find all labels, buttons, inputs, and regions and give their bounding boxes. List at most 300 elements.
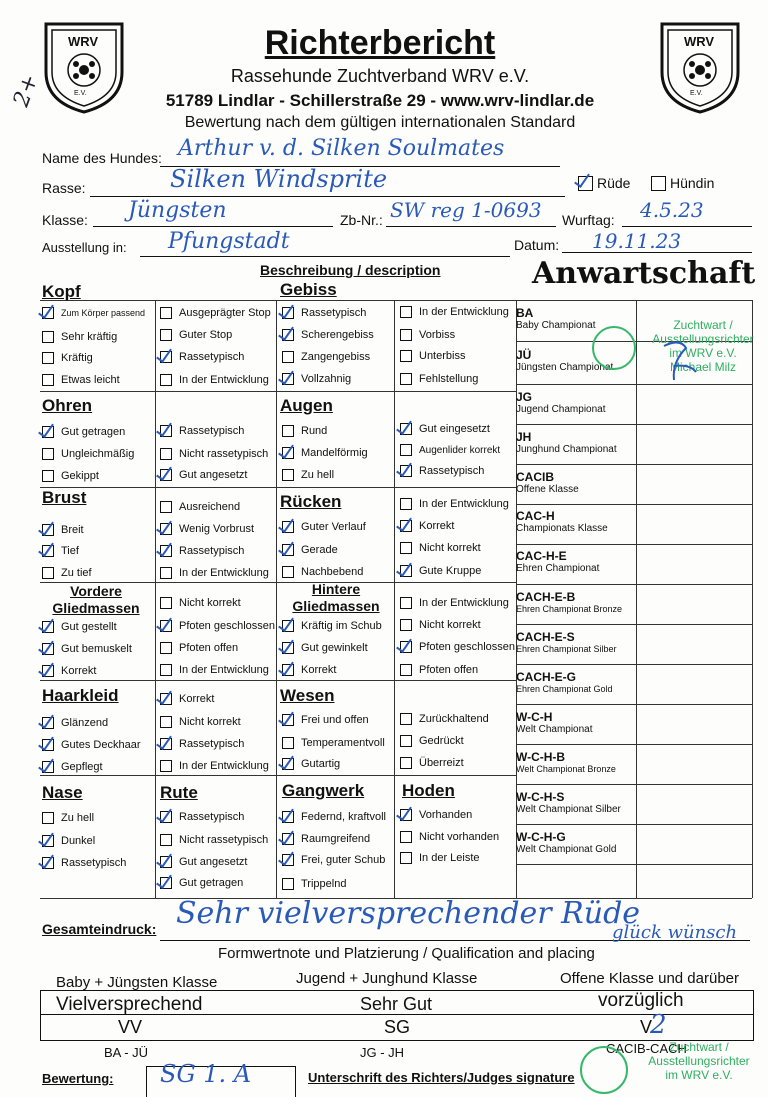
- checkbox[interactable]: [160, 642, 172, 654]
- checkbox[interactable]: [400, 373, 412, 385]
- checkbox[interactable]: [42, 545, 54, 557]
- item-label: Etwas leicht: [61, 374, 120, 386]
- checkbox[interactable]: [282, 521, 294, 533]
- checkbox-item[interactable]: [400, 831, 499, 843]
- item-label: Zu hell: [301, 469, 335, 481]
- checkbox[interactable]: [282, 811, 294, 823]
- checkbox[interactable]: [42, 352, 54, 364]
- rasse-value[interactable]: Silken Windsprite: [170, 165, 388, 193]
- item-label: Ausreichend: [179, 501, 241, 513]
- checkbox-item[interactable]: [400, 619, 481, 631]
- item-label: Gut getragen: [61, 426, 126, 438]
- item-label: Nicht korrekt: [179, 597, 241, 609]
- checkbox-item[interactable]: [282, 425, 327, 437]
- item-label: Vollzahnig: [301, 373, 352, 385]
- checkbox[interactable]: [282, 544, 294, 556]
- checkbox-item[interactable]: [400, 329, 455, 341]
- page-title: Richterbericht: [264, 24, 496, 62]
- title-name: Junghund Championat: [516, 444, 617, 455]
- grade-col1-text: Vielversprechend: [56, 994, 203, 1015]
- checkbox-item[interactable]: [160, 642, 238, 654]
- checkbox-item[interactable]: [42, 524, 84, 536]
- checkbox[interactable]: [42, 761, 54, 773]
- checkbox[interactable]: [160, 307, 172, 319]
- checkbox[interactable]: [42, 665, 54, 677]
- checkbox-item[interactable]: [400, 306, 509, 318]
- grade-col3-text: vorzüglich: [598, 990, 684, 1011]
- checkbox[interactable]: [160, 693, 172, 705]
- checkbox-item[interactable]: [282, 351, 370, 363]
- checkbox[interactable]: [160, 877, 172, 889]
- item-label: Wenig Vorbrust: [179, 523, 255, 535]
- checkbox[interactable]: [400, 306, 412, 318]
- title-cell: [516, 430, 636, 455]
- checkbox[interactable]: [160, 597, 172, 609]
- checkbox[interactable]: [42, 307, 54, 319]
- checkbox-item[interactable]: [400, 641, 515, 653]
- checkbox-item[interactable]: [160, 469, 248, 481]
- item-label: Gut bemuskelt: [61, 643, 132, 655]
- checkbox[interactable]: [42, 739, 54, 751]
- item-label: Dunkel: [61, 835, 96, 847]
- grade-col2-abbr: SG: [384, 1017, 411, 1037]
- checkbox[interactable]: [282, 642, 294, 654]
- checkbox-item[interactable]: [282, 447, 368, 459]
- section-brust: Brust: [42, 488, 87, 507]
- checkbox-item[interactable]: [42, 739, 140, 751]
- checkbox[interactable]: [42, 621, 54, 633]
- section-vordere: Vordere Gliedmassen: [52, 583, 140, 616]
- judge-stamp-seal-lower: [580, 1046, 628, 1094]
- checkbox-item[interactable]: [42, 374, 120, 386]
- checkbox[interactable]: [400, 713, 412, 725]
- item-label: Nicht korrekt: [419, 542, 481, 554]
- checkbox-item[interactable]: [282, 469, 334, 481]
- item-label: Überreizt: [419, 757, 464, 769]
- checkbox[interactable]: [400, 329, 412, 341]
- title-name: Offene Klasse: [516, 484, 579, 495]
- checkbox[interactable]: [400, 809, 412, 821]
- checkbox-item[interactable]: [282, 833, 370, 845]
- item-label: Vorhanden: [419, 809, 473, 821]
- checkbox[interactable]: [160, 856, 172, 868]
- checkbox[interactable]: [400, 423, 412, 435]
- item-label: Korrekt: [301, 664, 337, 676]
- item-label: Gut eingesetzt: [419, 423, 490, 435]
- checkbox-item[interactable]: [282, 664, 336, 676]
- checkbox[interactable]: [42, 374, 54, 386]
- item-label: Nicht rassetypisch: [179, 448, 269, 460]
- checkbox[interactable]: [42, 448, 54, 460]
- checkbox-item[interactable]: [42, 621, 117, 633]
- logo-text-top: WRV: [68, 34, 99, 49]
- checkbox[interactable]: [400, 542, 412, 554]
- description-title: Beschreibung / description: [260, 262, 441, 278]
- wrv-logo-left: [40, 18, 128, 114]
- checkbox[interactable]: [282, 758, 294, 770]
- checkbox[interactable]: [42, 835, 54, 847]
- checkbox-item[interactable]: [42, 665, 96, 677]
- checkbox-item[interactable]: [400, 373, 478, 385]
- formwert-label: Formwertnote und Platzierung / Qualification and placing: [218, 945, 595, 962]
- item-label: Rassetypisch: [419, 465, 485, 477]
- grade-col1-abbr: VV: [118, 1017, 143, 1037]
- checkbox-item[interactable]: [160, 351, 244, 363]
- checkbox-item[interactable]: [42, 331, 117, 343]
- checkbox[interactable]: [282, 714, 294, 726]
- checkbox[interactable]: [400, 498, 412, 510]
- checkbox-item[interactable]: [282, 373, 351, 385]
- wurftag-value[interactable]: 4.5.23: [640, 198, 704, 222]
- title-code: CACIB: [516, 470, 554, 484]
- section-augen: Augen: [280, 396, 333, 415]
- checkbox-item[interactable]: [160, 307, 271, 319]
- checkbox-item[interactable]: [160, 501, 240, 513]
- logo-text-top: WRV: [684, 34, 715, 49]
- title-code: JÜ: [516, 348, 532, 362]
- checkbox-item[interactable]: [282, 642, 368, 654]
- checkbox-item[interactable]: [42, 857, 126, 869]
- name-value[interactable]: Arthur v. d. Silken Soulmates: [178, 136, 505, 161]
- grade-col2-text: Sehr Gut: [360, 994, 433, 1014]
- checkbox-item[interactable]: [160, 760, 269, 772]
- checkbox[interactable]: [282, 664, 294, 676]
- checkbox-item[interactable]: [160, 448, 268, 460]
- signature-label: Unterschrift des Richters/Judges signature: [308, 1070, 575, 1085]
- checkbox-item[interactable]: [400, 735, 464, 747]
- checkbox[interactable]: [42, 567, 54, 579]
- datum-value[interactable]: 19.11.23: [592, 229, 682, 253]
- checkbox-item[interactable]: [282, 714, 369, 726]
- item-label: Frei, guter Schub: [301, 854, 386, 866]
- title-code: W-C-H-B: [516, 750, 566, 764]
- ausstellung-value[interactable]: Pfungstadt: [168, 229, 290, 254]
- huendin-checkbox[interactable]: [651, 176, 666, 191]
- title-code: JH: [516, 430, 532, 444]
- checkbox[interactable]: [400, 444, 412, 456]
- checkbox-item[interactable]: [400, 809, 472, 821]
- item-label: Temperamentvoll: [301, 737, 385, 749]
- section-nase: Nase: [42, 783, 83, 802]
- item-label: Kräftig im Schub: [301, 620, 382, 632]
- ruede-checkbox[interactable]: [578, 176, 593, 191]
- checkbox-item[interactable]: [42, 470, 99, 482]
- grade-col1-foot: BA - JÜ: [104, 1045, 149, 1060]
- rasse-label: Rasse:: [42, 180, 86, 196]
- item-label: Guter Verlauf: [301, 521, 366, 533]
- title-code: W-C-H-G: [516, 830, 566, 844]
- checkbox[interactable]: [282, 566, 294, 578]
- item-label: Gutes Deckhaar: [61, 739, 141, 751]
- item-label: In der Leiste: [419, 852, 480, 864]
- item-label: Zu tief: [61, 567, 92, 579]
- checkbox-item[interactable]: [400, 757, 464, 769]
- bewertung-value[interactable]: SG 1. A: [160, 1060, 252, 1088]
- org-address: 51789 Lindlar - Schillerstraße 29 - www.wrv-lindlar.de: [165, 91, 595, 110]
- checkbox[interactable]: [160, 469, 172, 481]
- item-label: Frei und offen: [301, 714, 369, 726]
- title-name: Welt Championat Bronze: [516, 764, 616, 774]
- item-label: Pfoten geschlossen: [419, 641, 516, 653]
- checkbox-item[interactable]: [42, 835, 95, 847]
- item-label: In der Entwicklung: [419, 597, 509, 609]
- checkbox-item[interactable]: [42, 307, 145, 319]
- checkbox-item[interactable]: [160, 811, 244, 823]
- checkbox-item[interactable]: [400, 444, 500, 456]
- checkbox-item[interactable]: [160, 425, 244, 437]
- title-code: CAC-H-E: [516, 549, 567, 563]
- checkbox[interactable]: [160, 620, 172, 632]
- item-label: Zurückhaltend: [419, 713, 489, 725]
- item-label: Nicht rassetypisch: [179, 834, 269, 846]
- checkbox-item[interactable]: [282, 329, 374, 341]
- checkbox-item[interactable]: [400, 520, 454, 532]
- checkbox-item[interactable]: [400, 542, 481, 554]
- checkbox-item[interactable]: [400, 465, 484, 477]
- checkbox[interactable]: [160, 716, 172, 728]
- item-label: Rassetypisch: [179, 351, 245, 363]
- item-label: Rassetypisch: [301, 307, 367, 319]
- checkbox[interactable]: [400, 852, 412, 864]
- gesamt-label: Gesamteindruck:: [42, 921, 157, 937]
- checkbox[interactable]: [160, 834, 172, 846]
- item-label: Nicht korrekt: [419, 619, 481, 631]
- item-label: Tief: [61, 545, 79, 557]
- item-label: Gute Kruppe: [419, 565, 482, 577]
- stamp-line1: Zuchtwart /: [673, 318, 733, 332]
- grade-col1-head: Baby + Jüngsten Klasse: [56, 974, 218, 991]
- checkbox[interactable]: [160, 811, 172, 823]
- checkbox-item[interactable]: [160, 738, 244, 750]
- checkbox-item[interactable]: [282, 758, 340, 770]
- item-label: Gut gewinkelt: [301, 642, 368, 654]
- checkbox-item[interactable]: [282, 878, 346, 890]
- item-label: Korrekt: [419, 520, 455, 532]
- item-label: Rassetypisch: [179, 545, 245, 557]
- checkbox-item[interactable]: [42, 812, 94, 824]
- item-label: In der Entwicklung: [419, 306, 509, 318]
- checkbox[interactable]: [160, 425, 172, 437]
- checkbox[interactable]: [400, 597, 412, 609]
- checkbox-item[interactable]: [42, 567, 92, 579]
- checkbox[interactable]: [282, 469, 294, 481]
- ruede-option[interactable]: [578, 175, 630, 191]
- item-label: Nachbebend: [301, 566, 364, 578]
- checkbox[interactable]: [42, 470, 54, 482]
- judge-signature-upper: [650, 336, 710, 396]
- checkbox-item[interactable]: [400, 350, 465, 362]
- checkbox-item[interactable]: [42, 761, 103, 773]
- title-name: Welt Championat Silber: [516, 804, 621, 815]
- title-name: Baby Championat: [516, 320, 596, 331]
- checkbox-item[interactable]: [282, 811, 386, 823]
- item-label: Kräftig: [61, 352, 93, 364]
- checkbox[interactable]: [400, 735, 412, 747]
- checkbox-item[interactable]: [160, 620, 275, 632]
- checkbox-item[interactable]: [282, 854, 385, 866]
- grade-col2-head: Jugend + Junghund Klasse: [296, 970, 478, 987]
- ausstellung-label: Ausstellung in:: [42, 240, 127, 255]
- checkbox[interactable]: [42, 857, 54, 869]
- checkbox-item[interactable]: [160, 856, 248, 868]
- checkbox-item[interactable]: [160, 374, 269, 386]
- checkbox-item[interactable]: [42, 352, 93, 364]
- checkbox[interactable]: [282, 620, 294, 632]
- item-label: Unterbiss: [419, 350, 466, 362]
- item-label: Zum Körper passend: [61, 308, 146, 318]
- title-cell: [516, 549, 636, 574]
- checkbox[interactable]: [160, 760, 172, 772]
- item-label: In der Entwicklung: [179, 374, 269, 386]
- standard-note: Bewertung nach dem gültigen internationalen Standard: [184, 114, 576, 131]
- checkbox-item[interactable]: [160, 545, 244, 557]
- checkbox-item[interactable]: [160, 834, 268, 846]
- title-code: CACH-E-B: [516, 590, 576, 604]
- ruede-label: Rüde: [597, 175, 631, 191]
- klasse-label: Klasse:: [42, 212, 88, 228]
- checkbox-item[interactable]: [400, 852, 480, 864]
- item-label: Pfoten geschlossen: [179, 620, 276, 632]
- item-label: Rassetypisch: [179, 811, 245, 823]
- item-label: Gerade: [301, 544, 338, 556]
- checkbox[interactable]: [400, 831, 412, 843]
- item-label: Federnd, kraftvoll: [301, 811, 386, 823]
- checkbox-item[interactable]: [282, 521, 366, 533]
- item-label: Gepflegt: [61, 761, 103, 773]
- section-kopf: Kopf: [42, 282, 81, 301]
- checkbox[interactable]: [42, 524, 54, 536]
- checkbox-item[interactable]: [400, 664, 478, 676]
- klasse-value[interactable]: Jüngsten: [128, 198, 227, 223]
- item-label: In der Entwicklung: [179, 760, 269, 772]
- zb-value[interactable]: SW reg 1-0693: [390, 198, 542, 222]
- title-cell: [516, 750, 636, 775]
- item-label: In der Entwicklung: [179, 664, 269, 676]
- checkbox-item[interactable]: [282, 566, 363, 578]
- title-cell: [516, 670, 636, 695]
- item-label: In der Entwicklung: [419, 498, 509, 510]
- judge-stamp-text-lower: [634, 1040, 764, 1082]
- checkbox[interactable]: [400, 641, 412, 653]
- title-name: Jüngsten Championat: [516, 362, 614, 373]
- item-label: Rassetypisch: [179, 738, 245, 750]
- checkbox-item[interactable]: [282, 544, 338, 556]
- item-label: Rassetypisch: [179, 425, 245, 437]
- checkbox[interactable]: [400, 757, 412, 769]
- checkbox[interactable]: [42, 331, 54, 343]
- checkbox[interactable]: [282, 447, 294, 459]
- checkbox[interactable]: [282, 307, 294, 319]
- checkbox[interactable]: [400, 619, 412, 631]
- checkbox[interactable]: [282, 878, 294, 890]
- title-cell: [516, 590, 636, 615]
- checkbox[interactable]: [160, 448, 172, 460]
- checkbox-item[interactable]: [400, 423, 490, 435]
- checkbox[interactable]: [160, 374, 172, 386]
- checkbox[interactable]: [282, 351, 294, 363]
- checkbox[interactable]: [282, 329, 294, 341]
- checkbox-item[interactable]: [400, 498, 509, 510]
- checkbox-item[interactable]: [400, 597, 509, 609]
- checkbox[interactable]: [160, 738, 172, 750]
- grade-mark: 2: [650, 1010, 667, 1040]
- title-cell: [516, 830, 636, 855]
- huendin-option[interactable]: [651, 175, 714, 191]
- title-name: Ehren Championat Silber: [516, 644, 617, 654]
- stamp-line1: Zuchtwart /: [669, 1040, 729, 1054]
- zb-label: Zb-Nr.:: [340, 212, 383, 228]
- gesamt-value2[interactable]: glück wünsch: [612, 922, 738, 943]
- checkbox[interactable]: [400, 465, 412, 477]
- item-label: Vorbiss: [419, 329, 456, 341]
- checkbox-item[interactable]: [42, 545, 79, 557]
- title-cell: [516, 509, 636, 534]
- checkbox-item[interactable]: [160, 877, 243, 889]
- item-label: Ausgeprägter Stop: [179, 307, 271, 319]
- checkbox[interactable]: [42, 426, 54, 438]
- checkbox[interactable]: [282, 854, 294, 866]
- checkbox[interactable]: [160, 567, 172, 579]
- item-label: Gut getragen: [179, 877, 244, 889]
- checkbox-item[interactable]: [42, 448, 134, 460]
- checkbox-item[interactable]: [42, 717, 108, 729]
- checkbox[interactable]: [400, 664, 412, 676]
- item-label: Scherengebiss: [301, 329, 374, 341]
- checkbox[interactable]: [160, 545, 172, 557]
- title-name: Welt Championat: [516, 724, 593, 735]
- checkbox-item[interactable]: [282, 307, 366, 319]
- checkbox-item[interactable]: [400, 713, 489, 725]
- checkbox-item[interactable]: [160, 716, 241, 728]
- checkbox-item[interactable]: [400, 565, 481, 577]
- checkbox-item[interactable]: [160, 693, 214, 705]
- checkbox[interactable]: [282, 373, 294, 385]
- title-code: W-C-H: [516, 710, 553, 724]
- checkbox-item[interactable]: [160, 567, 269, 579]
- item-label: Gedrückt: [419, 735, 464, 747]
- checkbox[interactable]: [160, 351, 172, 363]
- checkbox[interactable]: [42, 812, 54, 824]
- item-label: Augenlider korrekt: [419, 444, 501, 456]
- checkbox[interactable]: [282, 425, 294, 437]
- checkbox[interactable]: [282, 737, 294, 749]
- checkbox-item[interactable]: [160, 597, 241, 609]
- checkbox-item[interactable]: [42, 426, 125, 438]
- item-label: Sehr kräftig: [61, 331, 118, 343]
- checkbox-item[interactable]: [160, 664, 269, 676]
- checkbox-item[interactable]: [282, 620, 382, 632]
- gesamt-value[interactable]: Sehr vielversprechender Rüde: [176, 896, 641, 931]
- checkbox-item[interactable]: [282, 737, 385, 749]
- checkbox[interactable]: [282, 833, 294, 845]
- checkbox[interactable]: [42, 643, 54, 655]
- grade-col3-foot: CACIB-CACH: [606, 1041, 687, 1056]
- checkbox-item[interactable]: [160, 329, 232, 341]
- judge-stamp-seal: [592, 326, 636, 370]
- checkbox[interactable]: [160, 523, 172, 535]
- checkbox[interactable]: [400, 350, 412, 362]
- item-label: Guter Stop: [179, 329, 233, 341]
- item-label: Trippelnd: [301, 878, 347, 890]
- checkbox-item[interactable]: [42, 643, 132, 655]
- checkbox[interactable]: [400, 520, 412, 532]
- checkbox[interactable]: [42, 717, 54, 729]
- checkbox[interactable]: [160, 329, 172, 341]
- checkbox[interactable]: [400, 565, 412, 577]
- checkbox[interactable]: [160, 501, 172, 513]
- checkbox[interactable]: [160, 664, 172, 676]
- checkbox-item[interactable]: [160, 523, 254, 535]
